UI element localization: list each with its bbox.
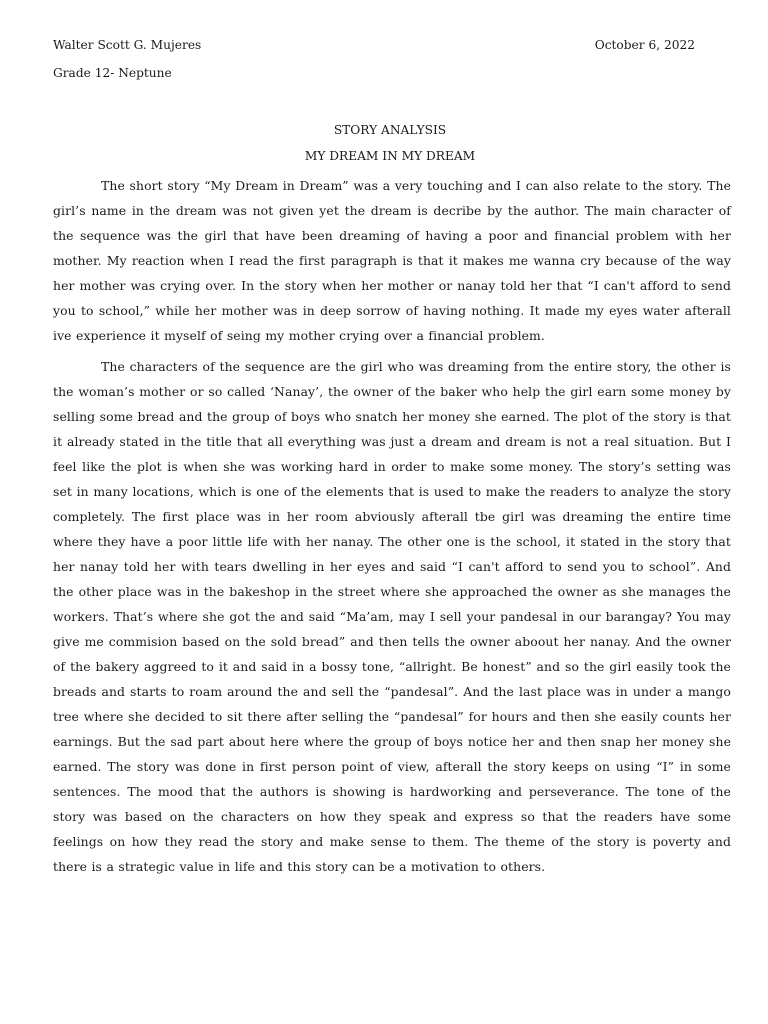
paragraph-2: The characters of the sequence are the girl who was dreaming from the entire story, the other is the woman’s mother or so called ‘Nanay’, the owner of the baker who help the girl earn some money by selling some bread and the group of boys who snatch her money she earned. The plot of the story is that it already stated in the title that all everything was just a dream and dream is not a real situation. But I feel like the plot is when she was working hard in order to make some money. The story’s setting was set in many locations, which is one of the elements that is used to make the readers to analyze the story completely. The first place was in her room abviously afterall tbe girl was dreaming the entire time where they have a poor little life with her nanay. The other one is the school, it stated in the story that her nanay told her with tears dwelling in her eyes and said “I can't afford to send you to school”. And the other place was in the bakeshop in the street where she approached the owner as she manages the workers. That’s where she got the and said “Ma’am, may I sell your pandesal in our barangay? You may give me commision based on the sold bread” and then tells the owner aboout her nanay. And the owner of the bakery aggreed to it and said in a bossy tone, “allright. Be honest” and so the girl easily took the breads and starts to roam around the and sell the “pandesal”. And the last place was in under a mango tree where she decided to sit there after selling the “pandesal” for hours and then she easily counts her earnings. But the sad part about here where the group of boys notice her and then snap her money she earned. The story was done in first person point of view, afterall the story keeps on using “I” in some sentences. The mood that the authors is showing is hardworking and perseverance. The tone of the story was based on the characters on how they speak and express so that the readers have some feelings on how they read the story and make sense to them. The theme of the story is poverty and there is a strategic value in life and this story can be a motivation to others. — [53, 359, 731, 874]
author-name: Walter Scott G. Mujeres — [53, 38, 202, 52]
grade-section: Grade 12- Neptune — [53, 66, 172, 80]
document-heading: STORY ANALYSIS — [333, 123, 447, 137]
document-page — [53, 33, 731, 879]
body-text — [53, 173, 731, 879]
story-title: MY DREAM IN MY DREAM — [304, 149, 476, 163]
paragraph-1: The short story “My Dream in Dream” was a very touching and I can also relate to the story. The girl’s name in the dream was not given yet the dream is decribe by the author. The main character of the sequence was the girl that have been dreaming of having a poor and financial problem with her mother. My reaction when I read the first paragraph is that it makes me wanna cry because of the way her mother was crying over. In the story when her mother or nanay told her that “I can't afford to send you to school,” while her mother was in deep sorrow of having nothing. It made my eyes water afterall ive experience it myself of seing my mother crying over a financial problem. — [53, 178, 731, 343]
document-date: October 6, 2022 — [594, 38, 695, 52]
title-block — [53, 117, 731, 169]
header-row — [53, 33, 731, 58]
